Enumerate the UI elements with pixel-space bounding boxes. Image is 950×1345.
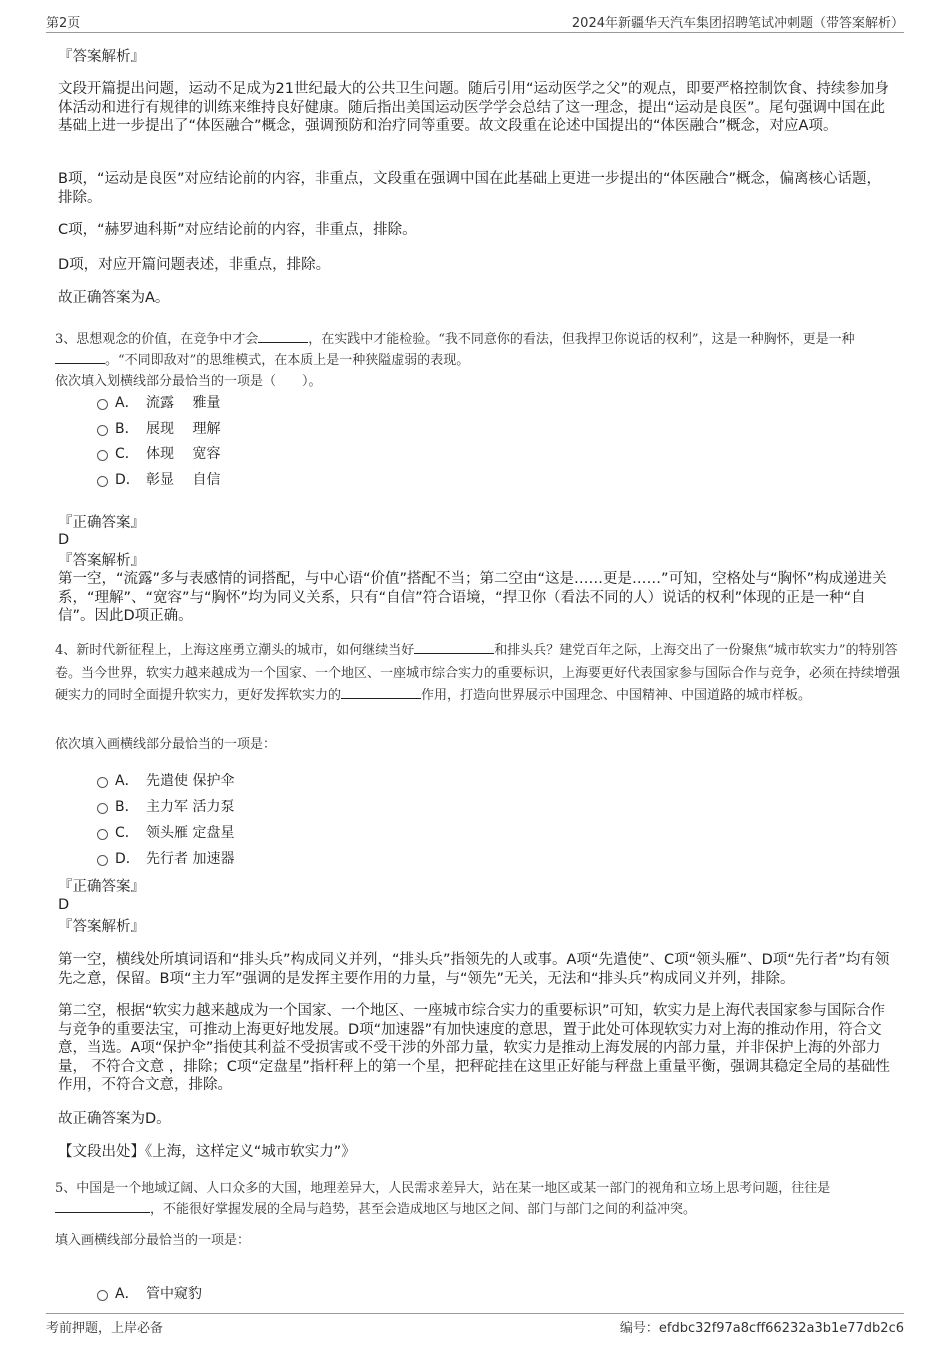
q4-prompt: 依次填入画横线部分最恰当的一项是： <box>55 737 277 752</box>
q4-analysis-label: 『答案解析』 <box>58 919 145 935</box>
q4-blank-2 <box>341 685 421 699</box>
q4-answer: D <box>58 897 70 913</box>
q3-stem-part1: 3、思想观念的价值，在竞争中才会 <box>55 332 259 347</box>
option-text: 管中窥豹 <box>146 1286 202 1302</box>
option-letter: C． <box>115 825 139 841</box>
code-value: efdbc32f97a8cff66232a3b1e77db2c6 <box>658 1321 904 1336</box>
q4-blank-1 <box>414 640 494 654</box>
q3-answer: D <box>58 532 70 548</box>
q2-analysis-p4: D项，对应开篇问题表述，非重点，排除。 <box>58 257 331 273</box>
option-text: 主力军 活力泵 <box>146 799 235 815</box>
q3-blank-2 <box>55 350 105 364</box>
radio-icon[interactable] <box>97 450 108 461</box>
q4-stem-part2: 和排头兵？建党百年之际，上海交出了一份聚焦“城市软实力”的特别答卷。当今世界，软实力越来越成为一个国家、一个地区、一座城市综合实力的重要标识，上海要更好代表国家参与国际合作与竞争，必须在持续增强硬实力的同时全面提升软实力，更好发挥软实力的 <box>55 643 901 703</box>
q3-stem <box>55 329 895 371</box>
code-label: 编号： <box>619 1321 659 1336</box>
page-number: 第2页 <box>46 16 81 31</box>
q5-prompt: 填入画横线部分最恰当的一项是： <box>55 1233 251 1248</box>
option-text: 彰显 自信 <box>146 472 221 488</box>
page-header <box>46 12 904 33</box>
document-title: 2024年新疆华天汽车集团招聘笔试冲刺题（带答案解析） <box>571 16 904 31</box>
q4-analysis-p1: 第一空，横线处所填词语和“排头兵”构成同义并列，“排头兵”指领先的人或事。A项“先遣使”、C项“领头雁”、D项“先行者”均有领先之意，保留。B项“主力军”强调的是发挥主要作用的力量，与“领先”无关，无法和“排头兵”构成同义并列，排除。 <box>58 952 890 987</box>
q5-stem <box>55 1178 895 1220</box>
option-text: 流露 雅量 <box>146 395 221 411</box>
q5-stem-part1: 5、中国是一个地域辽阔、人口众多的大国，地理差异大，人民需求差异大，站在某一地区或某一部门的视角和立场上思考问题，往往是 <box>55 1181 831 1196</box>
option-letter: D． <box>115 472 140 488</box>
q2-analysis-p2: B项，“运动是良医”对应结论前的内容，非重点，文段重在强调中国在此基础上更进一步提出的“体医融合”概念，偏离核心话题，排除。 <box>58 171 881 206</box>
option-letter: A． <box>115 773 139 789</box>
option-text: 先遣使 保护伞 <box>146 773 235 789</box>
option-text: 先行者 加速器 <box>146 851 235 867</box>
q4-source-label: 【文段出处】 <box>58 1144 145 1160</box>
radio-icon[interactable] <box>97 855 108 866</box>
radio-icon[interactable] <box>97 803 108 814</box>
q5-stem-part2: ，不能很好掌握发展的全局与趋势，甚至会造成地区与地区之间、部门与部门之间的利益冲突。 <box>150 1202 697 1217</box>
option-letter: D． <box>115 851 140 867</box>
q3-stem-part2: ，在实践中才能检验。“我不同意你的看法，但我捍卫你说话的权利”，这是一种胸怀，更是一种 <box>308 332 855 347</box>
q4-source <box>58 1143 890 1162</box>
option-text: 展现 理解 <box>146 421 221 437</box>
q4-source-text: 《上海，这样定义“城市软实力”》 <box>145 1144 356 1160</box>
radio-icon[interactable] <box>97 829 108 840</box>
option-letter: C． <box>115 446 139 462</box>
q3-analysis-label: 『答案解析』 <box>58 553 145 569</box>
document-code <box>620 1317 904 1336</box>
q3-answer-label: 『正确答案』 <box>58 515 145 531</box>
q2-analysis-p3: C项，“赫罗迪科斯”对应结论前的内容，非重点，排除。 <box>58 222 417 238</box>
q4-analysis-p2: 第二空，根据“软实力越来越成为一个国家、一个地区、一座城市综合实力的重要标识”可知，软实力是上海代表国家参与国际合作与竞争的重要法宝，可推动上海更好地发展。D项“加速器”有加快速度的意思，置于此处可体现软实力对上海的推动作用，符合文意，当选。A项“保护伞”指使其利益不受损害或不受干涉的外部力量，软实力是推动上海发展的内部力量，并非保护上海的外部力量， 不符合文意 ，排除；C项“定盘星”指杆秤上的第一个星，把秤砣挂在这里正好能与秤盘上重量平衡，强调其稳定全局的基础性作用，不符合文意，排除。 <box>58 1003 890 1093</box>
option-letter: A． <box>115 395 139 411</box>
page-footer <box>46 1313 904 1337</box>
q3-analysis: 第一空，“流露”多与表感情的词搭配，与中心语“价值”搭配不当；第二空由“这是……更是……”可知，空格处与“胸怀”构成递进关系，“理解”、“宽容”与“胸怀”均为同义关系，只有“自信”符合语境，“捍卫你（看法不同的人）说话的权利”体现的正是一种“自信”。因此D项正确。 <box>58 571 887 624</box>
option-letter: B． <box>115 799 139 815</box>
radio-icon[interactable] <box>97 425 108 436</box>
q2-analysis-p5: 故正确答案为A。 <box>58 290 170 306</box>
q5-blank <box>55 1199 150 1213</box>
option-letter: B． <box>115 421 139 437</box>
q2-analysis-p1: 文段开篇提出问题，运动不足成为21世纪最大的公共卫生问题。随后引用“运动医学之父”的观点，即要严格控制饮食、持续参加身体活动和进行有规律的训练来维持良好健康。随后指出美国运动医学学会总结了这一理念，提出“运动是良医”。尾句强调中国在此基础上进一步提出了“体医融合”概念，强调预防和治疗同等重要。故文段重在论述中国提出的“体医融合”概念，对应A项。 <box>58 81 889 134</box>
q3-blank-1 <box>258 329 308 343</box>
q4-stem <box>55 640 910 708</box>
radio-icon[interactable] <box>97 399 108 410</box>
q2-analysis-label: 『答案解析』 <box>58 49 145 65</box>
option-letter: A． <box>115 1286 139 1302</box>
option-text: 体现 宽容 <box>146 446 221 462</box>
q4-answer-label: 『正确答案』 <box>58 879 145 895</box>
radio-icon[interactable] <box>97 777 108 788</box>
q4-stem-part3: 作用，打造向世界展示中国理念、中国精神、中国道路的城市样板。 <box>421 688 812 703</box>
q3-prompt: 依次填入划横线部分最恰当的一项是（ ）。 <box>55 374 322 389</box>
footer-motto: 考前押题，上岸必备 <box>46 1321 164 1336</box>
q4-analysis-p3: 故正确答案为D。 <box>58 1111 171 1127</box>
option-text: 领头雁 定盘星 <box>146 825 235 841</box>
radio-icon[interactable] <box>97 1290 108 1301</box>
radio-icon[interactable] <box>97 476 108 487</box>
q4-stem-part1: 4、新时代新征程上，上海这座勇立潮头的城市，如何继续当好 <box>55 643 415 658</box>
q3-stem-part3: 。“不同即敌对”的思维模式，在本质上是一种狭隘虚弱的表现。 <box>105 353 470 368</box>
